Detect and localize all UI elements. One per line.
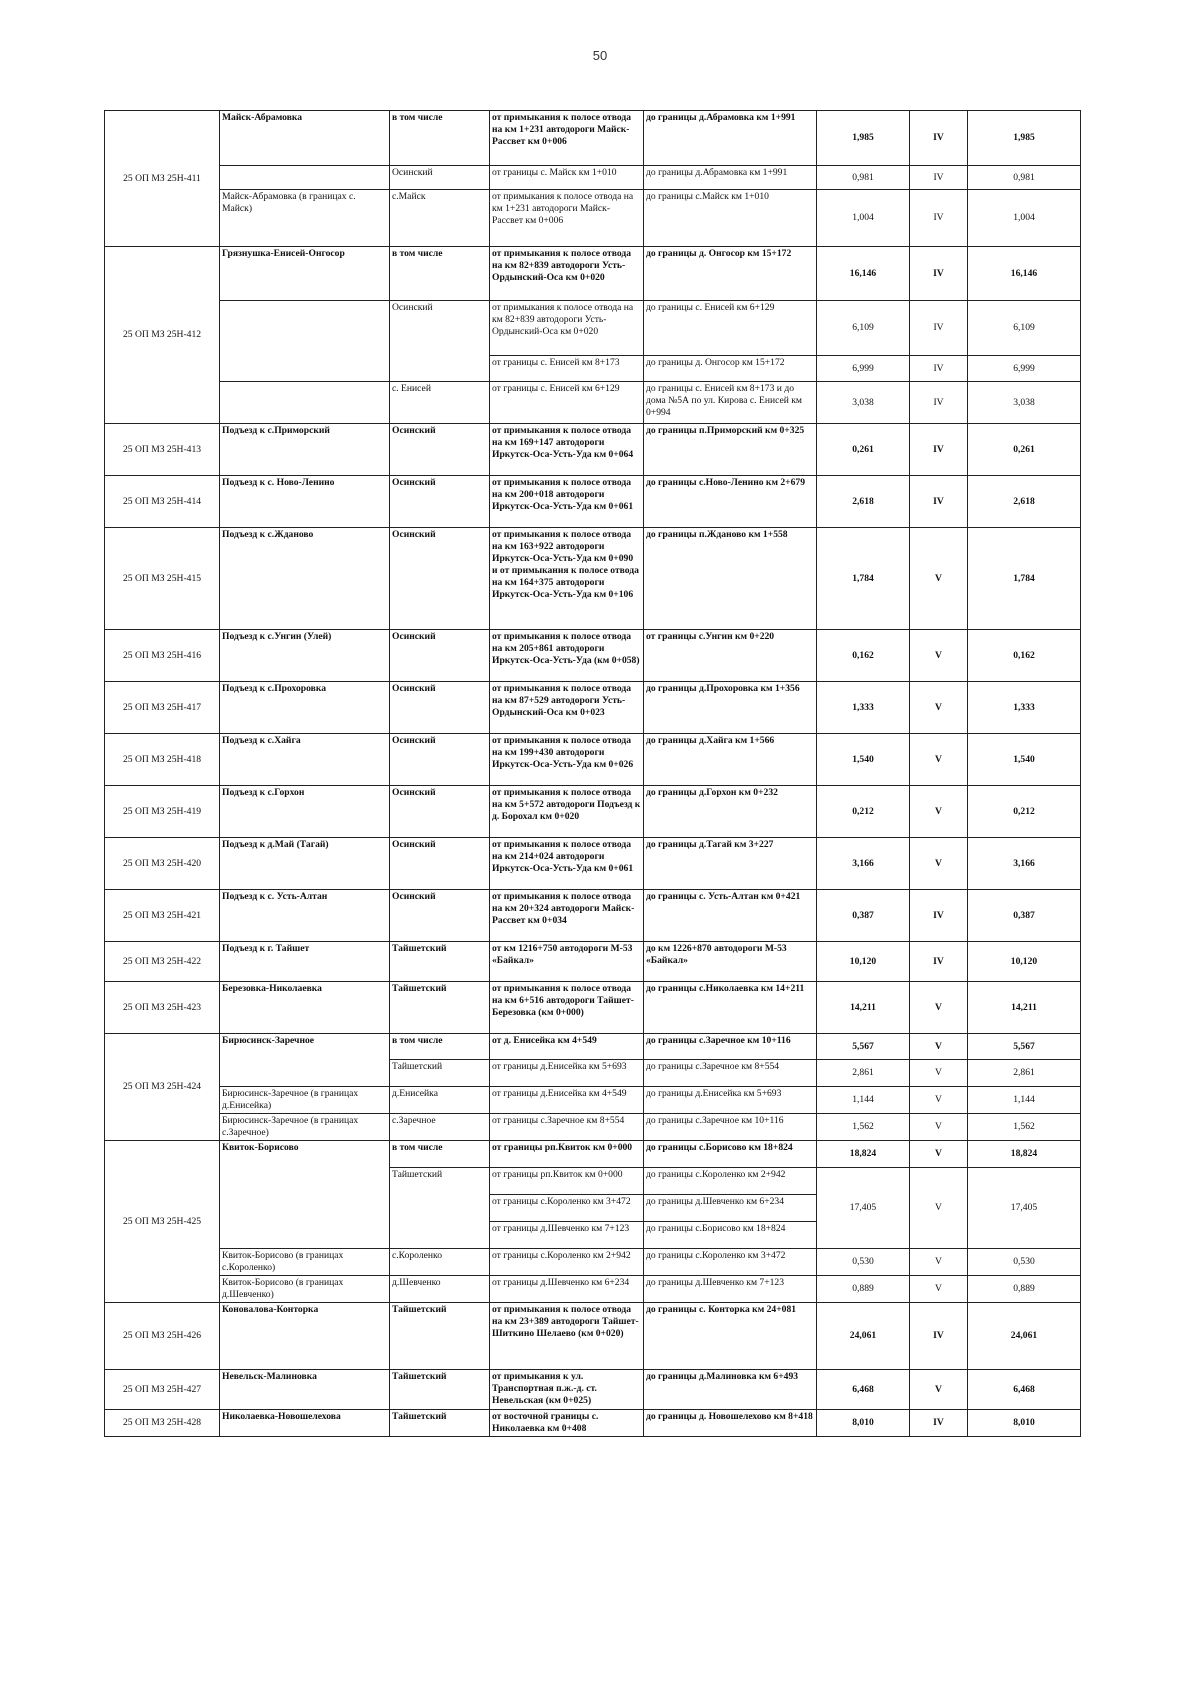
segment-start-cell: от примыкания к полосе отвода на км 1+231 автодороги Майск-Рассвет км 0+006 [490, 190, 644, 247]
district-cell: с.Майск [390, 190, 490, 247]
segment-end-cell: до границы с.Заречное км 10+116 [644, 1034, 817, 1060]
road-category-cell: IV [910, 247, 968, 301]
table-row [105, 166, 1081, 190]
district-cell: Тайшетский [390, 1303, 490, 1370]
total-length-cell: 1,004 [968, 190, 1081, 247]
road-name-cell: Подъезд к д.Май (Тагай) [220, 838, 390, 890]
segment-start-cell: от примыкания к полосе отвода на км 163+922 автодороги Иркутск-Оса-Усть-Уда км 0+090 и от примыкания к полосе отвода на км 164+375 автодороги Иркутск-Оса-Усть-Уда км 0+106 [490, 528, 644, 630]
road-name-cell: Подъезд к с.Жданово [220, 528, 390, 630]
district-cell: Осинский [390, 166, 490, 190]
road-code-cell: 25 ОП МЗ 25Н-413 [105, 424, 220, 476]
segment-end-cell: до границы с. Конторка км 24+081 [644, 1303, 817, 1370]
segment-end-cell: до границы с.Борисово км 18+824 [644, 1222, 817, 1249]
district-cell: в том числе [390, 1034, 490, 1060]
length-km-cell: 1,985 [817, 111, 910, 166]
segment-end-cell: до границы с.Майск км 1+010 [644, 190, 817, 247]
length-km-cell: 1,540 [817, 734, 910, 786]
district-cell: Тайшетский [390, 1060, 490, 1087]
length-km-cell: 16,146 [817, 247, 910, 301]
road-name-cell: Николаевка-Новошелехова [220, 1410, 390, 1437]
road-category-cell: V [910, 1114, 968, 1141]
road-name-cell: Подъезд к с.Горхон [220, 786, 390, 838]
segment-end-cell: до границы с.Короленко км 2+942 [644, 1168, 817, 1195]
length-km-cell: 6,468 [817, 1370, 910, 1410]
segment-end-cell: до границы с.Заречное км 8+554 [644, 1060, 817, 1087]
segment-start-cell: от примыкания к полосе отвода на км 6+516 автодороги Тайшет-Березовка (км 0+000) [490, 982, 644, 1034]
length-km-cell: 18,824 [817, 1141, 910, 1168]
length-km-cell: 0,981 [817, 166, 910, 190]
segment-start-cell: от восточной границы с. Николаевка км 0+408 [490, 1410, 644, 1437]
segment-end-cell: до границы д.Шевченко км 6+234 [644, 1195, 817, 1222]
road-name-cell: Подъезд к с.Унгин (Улей) [220, 630, 390, 682]
district-cell: в том числе [390, 1141, 490, 1168]
segment-start-cell: от примыкания к полосе отвода на км 23+389 автодороги Тайшет-Шиткино Шелаево (км 0+020) [490, 1303, 644, 1370]
length-km-cell: 6,109 [817, 301, 910, 356]
segment-start-cell: от границы д.Шевченко км 7+123 [490, 1222, 644, 1249]
road-code-cell: 25 ОП МЗ 25Н-423 [105, 982, 220, 1034]
road-name-cell: Подъезд к г. Тайшет [220, 942, 390, 982]
district-cell: в том числе [390, 111, 490, 166]
length-km-cell: 1,333 [817, 682, 910, 734]
road-category-cell: V [910, 838, 968, 890]
segment-start-cell: от границы с.Заречное км 8+554 [490, 1114, 644, 1141]
total-length-cell: 0,889 [968, 1276, 1081, 1303]
road-category-cell: V [910, 1087, 968, 1114]
road-name-cell: Бирюсинск-Заречное (в границах с.Заречное) [220, 1114, 390, 1141]
segment-start-cell: от примыкания к полосе отвода на км 200+018 автодороги Иркутск-Оса-Усть-Уда км 0+061 [490, 476, 644, 528]
district-cell: Осинский [390, 682, 490, 734]
road-code-cell: 25 ОП МЗ 25Н-428 [105, 1410, 220, 1437]
road-code-cell: 25 ОП МЗ 25Н-417 [105, 682, 220, 734]
segment-end-cell: до границы д.Хайга км 1+566 [644, 734, 817, 786]
district-cell: Тайшетский [390, 1370, 490, 1410]
length-km-cell: 3,038 [817, 382, 910, 424]
district-cell: Осинский [390, 630, 490, 682]
segment-start-cell: от границы с. Енисей км 8+173 [490, 356, 644, 382]
road-name-cell [220, 166, 390, 190]
segment-start-cell: от примыкания к полосе отвода на км 87+529 автодороги Усть-Ордынский-Оса км 0+023 [490, 682, 644, 734]
table-row [105, 942, 1081, 982]
segment-start-cell: от примыкания к полосе отвода на км 82+839 автодороги Усть-Ордынский-Оса км 0+020 [490, 247, 644, 301]
road-name-cell [220, 301, 390, 382]
segment-start-cell: от примыкания к полосе отвода на км 169+147 автодороги Иркутск-Оса-Усть-Уда км 0+064 [490, 424, 644, 476]
total-length-cell: 0,387 [968, 890, 1081, 942]
segment-start-cell: от д. Енисейка км 4+549 [490, 1034, 644, 1060]
total-length-cell: 10,120 [968, 942, 1081, 982]
segment-start-cell: от границы д.Енисейка км 5+693 [490, 1060, 644, 1087]
road-name-cell: Квиток-Борисово (в границах с.Короленко) [220, 1249, 390, 1276]
segment-end-cell: до границы с.Борисово км 18+824 [644, 1141, 817, 1168]
road-code-cell: 25 ОП МЗ 25Н-427 [105, 1370, 220, 1410]
table-row [105, 528, 1081, 630]
total-length-cell: 3,038 [968, 382, 1081, 424]
road-code-cell: 25 ОП МЗ 25Н-421 [105, 890, 220, 942]
segment-end-cell: до границы д. Онгосор км 15+172 [644, 356, 817, 382]
length-km-cell: 0,387 [817, 890, 910, 942]
road-code-cell: 25 ОП МЗ 25Н-415 [105, 528, 220, 630]
length-km-cell: 5,567 [817, 1034, 910, 1060]
length-km-cell: 1,004 [817, 190, 910, 247]
segment-start-cell: от примыкания к полосе отвода на км 20+324 автодороги Майск-Рассвет км 0+034 [490, 890, 644, 942]
road-code-cell: 25 ОП МЗ 25Н-419 [105, 786, 220, 838]
segment-end-cell: до границы д.Прохоровка км 1+356 [644, 682, 817, 734]
length-km-cell: 1,562 [817, 1114, 910, 1141]
segment-end-cell: до границы п.Жданово км 1+558 [644, 528, 817, 630]
road-category-cell: V [910, 630, 968, 682]
road-code-cell: 25 ОП МЗ 25Н-422 [105, 942, 220, 982]
segment-end-cell: до границы д.Малиновка км 6+493 [644, 1370, 817, 1410]
length-km-cell: 14,211 [817, 982, 910, 1034]
table-row [105, 630, 1081, 682]
length-km-cell: 0,162 [817, 630, 910, 682]
segment-end-cell: до границы д.Абрамовка км 1+991 [644, 111, 817, 166]
road-name-cell: Подъезд к с.Прохоровка [220, 682, 390, 734]
road-category-cell: IV [910, 301, 968, 356]
road-category-cell: V [910, 1276, 968, 1303]
segment-end-cell: до границы д.Горхон км 0+232 [644, 786, 817, 838]
road-category-cell: IV [910, 1303, 968, 1370]
segment-start-cell: от границы с.Короленко км 2+942 [490, 1249, 644, 1276]
segment-end-cell: до границы с.Короленко км 3+472 [644, 1249, 817, 1276]
segment-start-cell: от примыкания к ул. Транспортная п.ж.-д. ст. Невельская (км 0+025) [490, 1370, 644, 1410]
total-length-cell: 8,010 [968, 1410, 1081, 1437]
segment-end-cell: до границы д. Онгосор км 15+172 [644, 247, 817, 301]
road-name-cell: Квиток-Борисово [220, 1141, 390, 1249]
table-row [105, 1370, 1081, 1410]
total-length-cell: 17,405 [968, 1168, 1081, 1249]
road-category-cell: IV [910, 1410, 968, 1437]
road-category-cell: IV [910, 166, 968, 190]
segment-start-cell: от примыкания к полосе отвода на км 5+572 автодороги Подъезд к д. Борохал км 0+020 [490, 786, 644, 838]
road-code-cell: 25 ОП МЗ 25Н-426 [105, 1303, 220, 1370]
segment-end-cell: до км 1226+870 автодороги М-53 «Байкал» [644, 942, 817, 982]
total-length-cell: 6,999 [968, 356, 1081, 382]
total-length-cell: 0,261 [968, 424, 1081, 476]
table-row [105, 190, 1081, 247]
table-row [105, 1303, 1081, 1370]
length-km-cell: 8,010 [817, 1410, 910, 1437]
road-category-cell: V [910, 1168, 968, 1249]
total-length-cell: 16,146 [968, 247, 1081, 301]
table-row [105, 247, 1081, 301]
length-km-cell: 6,999 [817, 356, 910, 382]
total-length-cell: 0,530 [968, 1249, 1081, 1276]
total-length-cell: 2,618 [968, 476, 1081, 528]
total-length-cell: 14,211 [968, 982, 1081, 1034]
road-name-cell: Квиток-Борисово (в границах д.Шевченко) [220, 1276, 390, 1303]
table-row [105, 786, 1081, 838]
road-name-cell [220, 382, 390, 424]
total-length-cell: 1,562 [968, 1114, 1081, 1141]
total-length-cell: 0,981 [968, 166, 1081, 190]
total-length-cell: 1,784 [968, 528, 1081, 630]
segment-end-cell: до границы п.Приморский км 0+325 [644, 424, 817, 476]
segment-end-cell: до границы с.Ново-Ленино км 2+679 [644, 476, 817, 528]
length-km-cell: 17,405 [817, 1168, 910, 1249]
segment-start-cell: от примыкания к полосе отвода на км 82+839 автодороги Усть-Ордынский-Оса км 0+020 [490, 301, 644, 356]
road-code-cell: 25 ОП МЗ 25Н-420 [105, 838, 220, 890]
length-km-cell: 2,861 [817, 1060, 910, 1087]
total-length-cell: 0,162 [968, 630, 1081, 682]
district-cell: Тайшетский [390, 942, 490, 982]
table-row [105, 1249, 1081, 1276]
table-row [105, 890, 1081, 942]
road-code-cell: 25 ОП МЗ 25Н-418 [105, 734, 220, 786]
segment-start-cell: от границы с.Короленко км 3+472 [490, 1195, 644, 1222]
road-category-cell: IV [910, 476, 968, 528]
road-category-cell: IV [910, 942, 968, 982]
district-cell: с. Енисей [390, 382, 490, 424]
road-name-cell: Бирюсинск-Заречное [220, 1034, 390, 1087]
table-row [105, 1114, 1081, 1141]
table-row [105, 1087, 1081, 1114]
district-cell: д.Енисейка [390, 1087, 490, 1114]
table-row [105, 682, 1081, 734]
length-km-cell: 0,889 [817, 1276, 910, 1303]
total-length-cell: 3,166 [968, 838, 1081, 890]
length-km-cell: 1,144 [817, 1087, 910, 1114]
segment-start-cell: от примыкания к полосе отвода на км 1+231 автодороги Майск-Рассвет км 0+006 [490, 111, 644, 166]
road-code-cell: 25 ОП МЗ 25Н-416 [105, 630, 220, 682]
table-row [105, 1276, 1081, 1303]
road-category-cell: V [910, 1370, 968, 1410]
length-km-cell: 10,120 [817, 942, 910, 982]
road-category-cell: V [910, 982, 968, 1034]
table-row [105, 1141, 1081, 1168]
segment-start-cell: от границы рп.Квиток км 0+000 [490, 1168, 644, 1195]
segment-end-cell: до границы с.Николаевка км 14+211 [644, 982, 817, 1034]
road-code-cell: 25 ОП МЗ 25Н-425 [105, 1141, 220, 1303]
segment-end-cell: до границы д.Енисейка км 5+693 [644, 1087, 817, 1114]
road-name-cell: Грязнушка-Енисей-Онгосор [220, 247, 390, 301]
total-length-cell: 0,212 [968, 786, 1081, 838]
length-km-cell: 0,261 [817, 424, 910, 476]
total-length-cell: 5,567 [968, 1034, 1081, 1060]
road-category-cell: IV [910, 190, 968, 247]
page-number: 50 [592, 48, 608, 63]
segment-end-cell: до границы с. Енисей км 8+173 и до дома №5А по ул. Кирова с. Енисей км 0+994 [644, 382, 817, 424]
segment-start-cell: от границы с. Енисей км 6+129 [490, 382, 644, 424]
road-code-cell: 25 ОП МЗ 25Н-424 [105, 1034, 220, 1141]
total-length-cell: 6,468 [968, 1370, 1081, 1410]
table-row [105, 382, 1081, 424]
segment-end-cell: до границы с. Енисей км 6+129 [644, 301, 817, 356]
road-category-cell: V [910, 1249, 968, 1276]
segment-end-cell: до границы д.Абрамовка км 1+991 [644, 166, 817, 190]
length-km-cell: 1,784 [817, 528, 910, 630]
length-km-cell: 24,061 [817, 1303, 910, 1370]
segment-end-cell: до границы д.Шевченко км 7+123 [644, 1276, 817, 1303]
district-cell: Тайшетский [390, 982, 490, 1034]
district-cell: с.Заречное [390, 1114, 490, 1141]
road-category-cell: V [910, 786, 968, 838]
road-name-cell: Березовка-Николаевка [220, 982, 390, 1034]
table-row [105, 111, 1081, 166]
segment-start-cell: от примыкания к полосе отвода на км 214+024 автодороги Иркутск-Оса-Усть-Уда км 0+061 [490, 838, 644, 890]
length-km-cell: 2,618 [817, 476, 910, 528]
total-length-cell: 18,824 [968, 1141, 1081, 1168]
road-category-cell: V [910, 682, 968, 734]
segment-start-cell: от границы рп.Квиток км 0+000 [490, 1141, 644, 1168]
total-length-cell: 6,109 [968, 301, 1081, 356]
total-length-cell: 1,333 [968, 682, 1081, 734]
segment-start-cell: от границы с. Майск км 1+010 [490, 166, 644, 190]
district-cell: Осинский [390, 786, 490, 838]
road-name-cell: Подъезд к с. Усть-Алтан [220, 890, 390, 942]
segment-start-cell: от примыкания к полосе отвода на км 205+861 автодороги Иркутск-Оса-Усть-Уда (км 0+058) [490, 630, 644, 682]
road-registry-table [104, 110, 1081, 1437]
road-category-cell: V [910, 528, 968, 630]
segment-end-cell: до границы с. Усть-Алтан км 0+421 [644, 890, 817, 942]
road-category-cell: IV [910, 424, 968, 476]
road-category-cell: IV [910, 890, 968, 942]
district-cell: Осинский [390, 890, 490, 942]
table-row [105, 838, 1081, 890]
table-row [105, 982, 1081, 1034]
district-cell: в том числе [390, 247, 490, 301]
road-category-cell: IV [910, 111, 968, 166]
total-length-cell: 24,061 [968, 1303, 1081, 1370]
segment-end-cell: до границы с.Заречное км 10+116 [644, 1114, 817, 1141]
table-row [105, 301, 1081, 356]
road-category-cell: V [910, 1034, 968, 1060]
district-cell: Осинский [390, 424, 490, 476]
road-name-cell: Коновалова-Конторка [220, 1303, 390, 1370]
road-category-cell: IV [910, 356, 968, 382]
district-cell: Осинский [390, 734, 490, 786]
length-km-cell: 0,212 [817, 786, 910, 838]
district-cell: Осинский [390, 838, 490, 890]
road-category-cell: V [910, 1141, 968, 1168]
district-cell: Осинский [390, 528, 490, 630]
length-km-cell: 3,166 [817, 838, 910, 890]
segment-start-cell: от границы д.Енисейка км 4+549 [490, 1087, 644, 1114]
segment-start-cell: от границы д.Шевченко км 6+234 [490, 1276, 644, 1303]
segment-end-cell: до границы д. Новошелехово км 8+418 [644, 1410, 817, 1437]
district-cell: Тайшетский [390, 1410, 490, 1437]
table-row [105, 424, 1081, 476]
length-km-cell: 0,530 [817, 1249, 910, 1276]
road-code-cell: 25 ОП МЗ 25Н-414 [105, 476, 220, 528]
segment-end-cell: до границы д.Тагай км 3+227 [644, 838, 817, 890]
registry-body [105, 111, 1081, 1437]
table-row [105, 1410, 1081, 1437]
road-name-cell: Подъезд к с.Приморский [220, 424, 390, 476]
road-category-cell: V [910, 1060, 968, 1087]
total-length-cell: 1,144 [968, 1087, 1081, 1114]
district-cell: д.Шевченко [390, 1276, 490, 1303]
district-cell: с.Короленко [390, 1249, 490, 1276]
road-category-cell: IV [910, 382, 968, 424]
road-name-cell: Бирюсинск-Заречное (в границах д.Енисейка) [220, 1087, 390, 1114]
road-category-cell: V [910, 734, 968, 786]
segment-start-cell: от примыкания к полосе отвода на км 199+430 автодороги Иркутск-Оса-Усть-Уда км 0+026 [490, 734, 644, 786]
road-name-cell: Подъезд к с. Ново-Ленино [220, 476, 390, 528]
road-code-cell: 25 ОП МЗ 25Н-411 [105, 111, 220, 247]
road-name-cell: Подъезд к с.Хайга [220, 734, 390, 786]
segment-start-cell: от км 1216+750 автодороги М-53 «Байкал» [490, 942, 644, 982]
segment-end-cell: от границы с.Унгин км 0+220 [644, 630, 817, 682]
district-cell: Тайшетский [390, 1168, 490, 1249]
table-row [105, 476, 1081, 528]
table-row [105, 1034, 1081, 1060]
road-name-cell: Майск-Абрамовка (в границах с. Майск) [220, 190, 390, 247]
district-cell: Осинский [390, 301, 490, 382]
road-name-cell: Невельск-Малиновка [220, 1370, 390, 1410]
total-length-cell: 1,540 [968, 734, 1081, 786]
road-code-cell: 25 ОП МЗ 25Н-412 [105, 247, 220, 424]
total-length-cell: 2,861 [968, 1060, 1081, 1087]
table-row [105, 734, 1081, 786]
total-length-cell: 1,985 [968, 111, 1081, 166]
road-name-cell: Майск-Абрамовка [220, 111, 390, 166]
district-cell: Осинский [390, 476, 490, 528]
